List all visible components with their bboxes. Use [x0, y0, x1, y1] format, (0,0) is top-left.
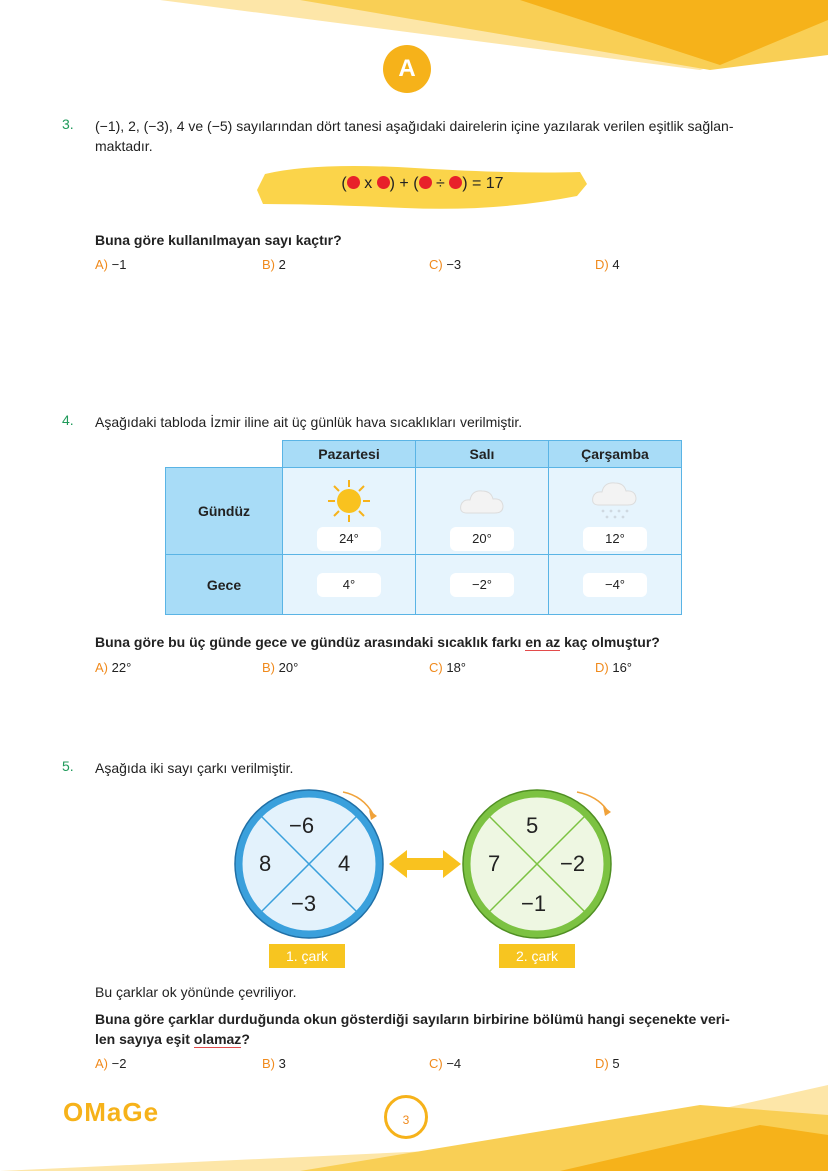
question-3-number: 3.	[62, 116, 74, 132]
table-corner	[166, 441, 283, 468]
snow-cloud-icon	[589, 479, 641, 523]
row-label-night: Gece	[166, 555, 283, 615]
option-d[interactable]: D) 4	[595, 257, 620, 272]
question-5-prompt: Buna göre çarklar durduğunda okun gösterdiği sayıların birbirine bölümü hangi seçenekte veri- len sayıya eşit olamaz?	[95, 1011, 730, 1047]
option-c[interactable]: C) −3	[429, 257, 462, 272]
option-b[interactable]: B) 2	[262, 257, 286, 272]
option-d[interactable]: D) 16°	[595, 660, 633, 675]
table-cell	[416, 555, 549, 615]
table-cell	[549, 468, 682, 555]
table-header-day: Pazartesi	[283, 441, 416, 468]
option-b[interactable]: B) 3	[262, 1056, 286, 1071]
temperature-value: 24°	[317, 527, 381, 551]
question-4-number: 4.	[62, 412, 74, 428]
empty-circle-icon	[377, 176, 390, 189]
option-a[interactable]: A) 22°	[95, 660, 132, 675]
cloud-icon	[457, 479, 507, 523]
temperature-value: 12°	[583, 527, 647, 551]
double-arrow-icon	[389, 850, 461, 878]
question-3-prompt: Buna göre kullanılmayan sayı kaçtır?	[95, 232, 342, 248]
temperature-value: 4°	[317, 573, 381, 597]
wheel-1-top: −6	[289, 813, 315, 838]
option-a[interactable]: A) −2	[95, 1056, 127, 1071]
sun-icon	[327, 479, 371, 523]
wheel-2-right: −2	[560, 851, 586, 876]
footer-logo: OMaGe	[63, 1097, 160, 1127]
question-5-number: 5.	[62, 758, 74, 774]
table-cell	[549, 555, 682, 615]
wheel-1-bottom: −3	[291, 891, 317, 916]
equation: ( x ) + ( ÷ ) = 17	[341, 175, 504, 192]
weather-table	[165, 440, 682, 615]
temperature-value: −4°	[583, 573, 647, 597]
option-c[interactable]: C) −4	[429, 1056, 462, 1071]
option-a[interactable]: A) −1	[95, 257, 127, 272]
table-cell	[283, 468, 416, 555]
temperature-value: −2°	[450, 573, 514, 597]
table-cell	[283, 555, 416, 615]
wheel-2-left: 7	[488, 851, 501, 876]
wheel-2-top: 5	[526, 813, 539, 838]
question-4-prompt: Buna göre bu üç günde gece ve gündüz arasındaki sıcaklık farkı en az kaç olmuştur?	[95, 634, 660, 650]
page-number: 3	[384, 1095, 428, 1139]
question-4-text: Aşağıdaki tabloda İzmir iline ait üç günlük hava sıcaklıkları verilmiştir.	[95, 414, 523, 430]
table-cell	[416, 468, 549, 555]
option-b[interactable]: B) 20°	[262, 660, 299, 675]
wheel-1-right: 4	[338, 851, 351, 876]
option-d[interactable]: D) 5	[595, 1056, 620, 1071]
wheel-2-bottom: −1	[521, 891, 547, 916]
question-5-text: Aşağıda iki sayı çarkı verilmiştir.	[95, 760, 294, 776]
empty-circle-icon	[449, 176, 462, 189]
question-3-text: (−1), 2, (−3), 4 ve (−5) sayılarından dört tanesi aşağıdaki dairelerin içine yazılarak verilen eşitlik sağlan- maktadır.	[95, 118, 734, 154]
section-badge: A	[383, 45, 431, 93]
empty-circle-icon	[419, 176, 432, 189]
empty-circle-icon	[347, 176, 360, 189]
row-label-day: Gündüz	[166, 468, 283, 555]
question-5-info: Bu çarklar ok yönünde çevriliyor.	[95, 984, 297, 1000]
table-header-day: Çarşamba	[549, 441, 682, 468]
wheel-1-label: 1. çark	[269, 944, 345, 968]
temperature-value: 20°	[450, 527, 514, 551]
wheel-2-label: 2. çark	[499, 944, 575, 968]
wheel-1-left: 8	[259, 851, 272, 876]
option-c[interactable]: C) 18°	[429, 660, 467, 675]
table-header-day: Salı	[416, 441, 549, 468]
